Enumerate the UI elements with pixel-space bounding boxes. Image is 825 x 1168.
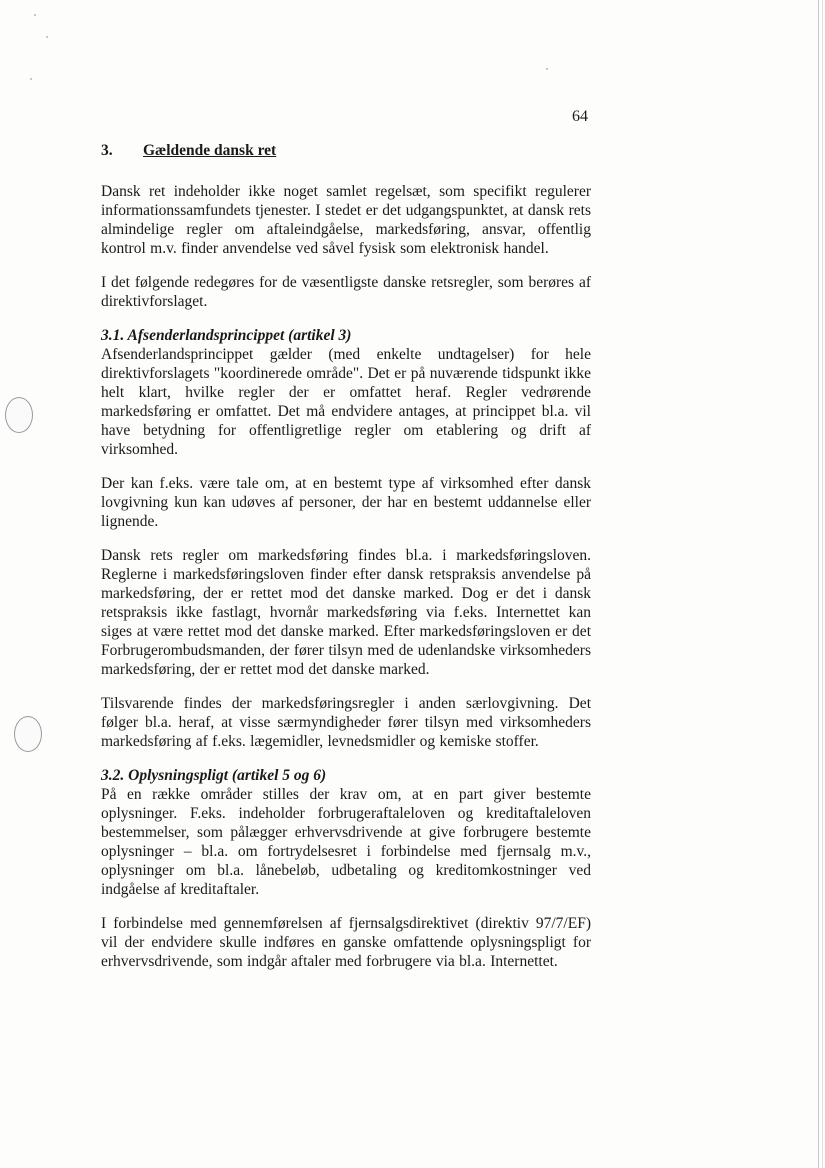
page-edge xyxy=(818,0,819,1168)
subsection-heading: 3.1. Afsenderlandsprincippet (artikel 3) xyxy=(101,327,352,344)
paragraph: På en række områder stilles der krav om, at en part giver bestemte oplysninger. F.eks. indeholder forbrugeraftaleloven og kreditaftaleloven bestemmelser, som pålægger erhvervsdrivende at give forbrugere bestemte oplysninger – bl.a. om fortrydelsesret i forbindelse med fjernsalg m.v., oplysninger om bl.a. lånebeløb, udbetaling og kreditomkostninger ved indgåelse af kreditaftaler. xyxy=(101,786,591,898)
scan-speck xyxy=(30,78,32,80)
subsection-heading: 3.2. Oplysningspligt (artikel 5 og 6) xyxy=(101,767,327,784)
paragraph: I forbindelse med gennemførelsen af fjernsalgsdirektivet (direktiv 97/7/EF) vil der endvidere skulle indføres en ganske omfattende oplysningspligt for erhvervsdrivende, som indgår aftaler med forbrugere via bl.a. Internettet. xyxy=(101,915,591,970)
paragraph: Afsenderlandsprincippet gælder (med enkelte undtagelser) for hele direktivforslagets "koordinerede område". Det er på nuværende tidspunkt ikke helt klart, hvilke regler der er omfattet heraf. Regler vedrørende markedsføring er omfattet. Det må endvidere antages, at princippet bl.a. vil have betydning for offentligretlige regler om etablering og drift af virksomhed. xyxy=(101,346,591,458)
scan-speck xyxy=(546,68,548,70)
punch-hole xyxy=(14,716,42,752)
paragraph: Dansk ret indeholder ikke noget samlet regelsæt, som specifikt regulerer informationssamfundets tjenester. I stedet er det udgangspunktet, at dansk rets almindelige regler om aftaleindgåelse, markedsføring, ansvar, offentlig kontrol m.v. finder anvendelse ved såvel fysisk som elektronisk handel. xyxy=(101,183,591,257)
paragraph: Der kan f.eks. være tale om, at en bestemt type af virksomhed efter dansk lovgivning kun kan udøves af personer, der har en bestemt uddannelse eller lignende. xyxy=(101,475,591,530)
paragraph: I det følgende redegøres for de væsentligste danske retsregler, som berøres af direktivforslaget. xyxy=(101,274,591,310)
paragraph: Tilsvarende findes der markedsføringsregler i anden særlovgivning. Det følger bl.a. heraf, at visse særmyndigheder fører tilsyn med virksomheders markedsføring af f.eks. lægemidler, levnedsmidler og kemiske stoffer. xyxy=(101,695,591,750)
page-number: 64 xyxy=(572,108,588,125)
paragraph: Dansk rets regler om markedsføring findes bl.a. i markedsføringsloven. Reglerne i markedsføringsloven finder efter dansk retspraksis anvendelse på markedsføring, der er rettet mod det danske marked. Dog er det i dansk retspraksis ikke fastlagt, hvornår markedsføring via f.eks. Internettet kan siges at være rettet mod det danske marked. Efter markedsføringsloven er det Forbrugerombudsmanden, der fører tilsyn med de udenlandske virksomheders markedsføring, der er rettet mod det danske marked. xyxy=(101,547,591,678)
section-number: 3. xyxy=(101,142,113,159)
punch-hole xyxy=(5,397,33,433)
document-body xyxy=(101,142,591,986)
section-title: Gældende dansk ret xyxy=(143,142,277,159)
page-edge xyxy=(822,0,823,1168)
section-heading xyxy=(101,142,591,160)
scan-speck xyxy=(34,14,36,16)
scan-speck xyxy=(46,36,48,38)
